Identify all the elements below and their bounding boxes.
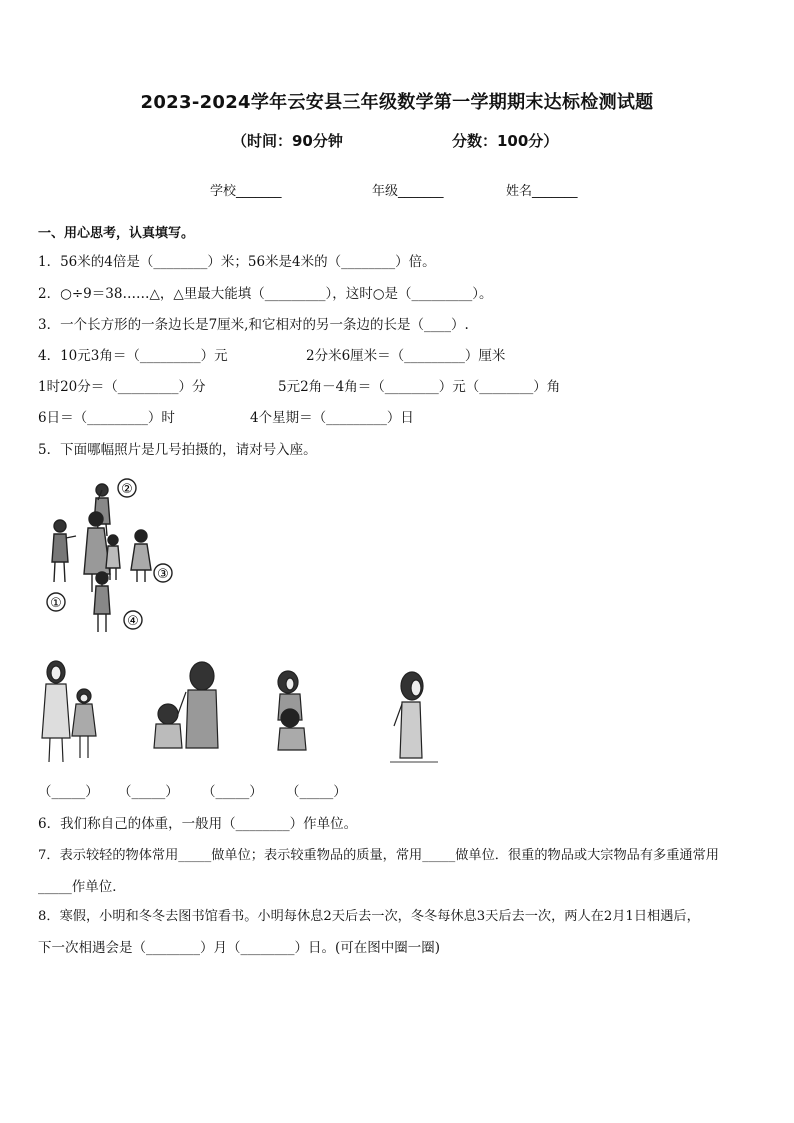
- viewpoint-label-4: ④: [127, 614, 139, 629]
- question-2: 2．○÷9＝38……△，△里最大能填（_________），这时○是（_________）。: [38, 286, 493, 302]
- question-7-line-2: _____作单位．: [38, 879, 126, 895]
- photo-3-image: [272, 670, 312, 752]
- photo-2-image: [152, 660, 222, 750]
- question-4b: 2分米6厘米＝（_________）厘米: [306, 348, 506, 364]
- question-1: 1．56米的4倍是（________）米；56米是4米的（________）倍。: [38, 254, 436, 270]
- photo-1-answer: （_____）: [38, 784, 99, 800]
- page-title: 2023-2024学年云安县三年级数学第一学期期末达标检测试题: [140, 92, 654, 113]
- viewpoint-label-2: ②: [121, 482, 133, 497]
- school-field: 学校_______: [210, 184, 282, 199]
- question-7-line-1: 7．表示较轻的物体常用_____做单位；表示较重物品的质量，常用_____做单位．很重的物品或大宗物品有多重通常用: [38, 848, 719, 863]
- exam-time: （时间：90分钟: [232, 132, 343, 150]
- section-title: 一、用心思考，认真填写。: [38, 226, 195, 241]
- question-4d: 5元2角－4角＝（________）元（________）角: [278, 379, 561, 395]
- viewpoint-label-1: ①: [50, 596, 62, 611]
- question-4e: 6日＝（_________）时: [38, 410, 175, 426]
- question-4a: 4．10元3角＝（_________）元: [38, 348, 228, 364]
- viewpoint-scene-image: [40, 474, 190, 640]
- grade-field: 年级_______: [372, 184, 444, 199]
- question-3: 3．一个长方形的一条边长是7厘米,和它相对的另一条边的长是（____）.: [38, 317, 469, 333]
- question-4f: 4个星期＝（_________）日: [250, 410, 414, 426]
- exam-score: 分数：100分）: [452, 132, 559, 150]
- question-8-line-1: 8．寒假，小明和冬冬去图书馆看书。小明每休息2天后去一次，冬冬每休息3天后去一次，两人在2月1日相遇后，: [38, 909, 700, 924]
- photo-2-answer: （_____）: [118, 784, 179, 800]
- name-field: 姓名_______: [506, 184, 578, 199]
- photo-3-answer: （_____）: [202, 784, 263, 800]
- question-5: 5．下面哪幅照片是几号拍摄的，请对号入座。: [38, 442, 317, 458]
- photo-4-answer: （_____）: [286, 784, 347, 800]
- question-4c: 1时20分＝（_________）分: [38, 379, 206, 395]
- viewpoint-label-3: ③: [157, 567, 169, 582]
- photo-4-image: [388, 670, 442, 766]
- question-8-line-2: 下一次相遇会是（________）月（________）日。(可在图中圈一圈): [38, 940, 441, 956]
- photo-1-image: [40, 658, 110, 766]
- question-6: 6．我们称自己的体重，一般用（________）作单位。: [38, 816, 358, 832]
